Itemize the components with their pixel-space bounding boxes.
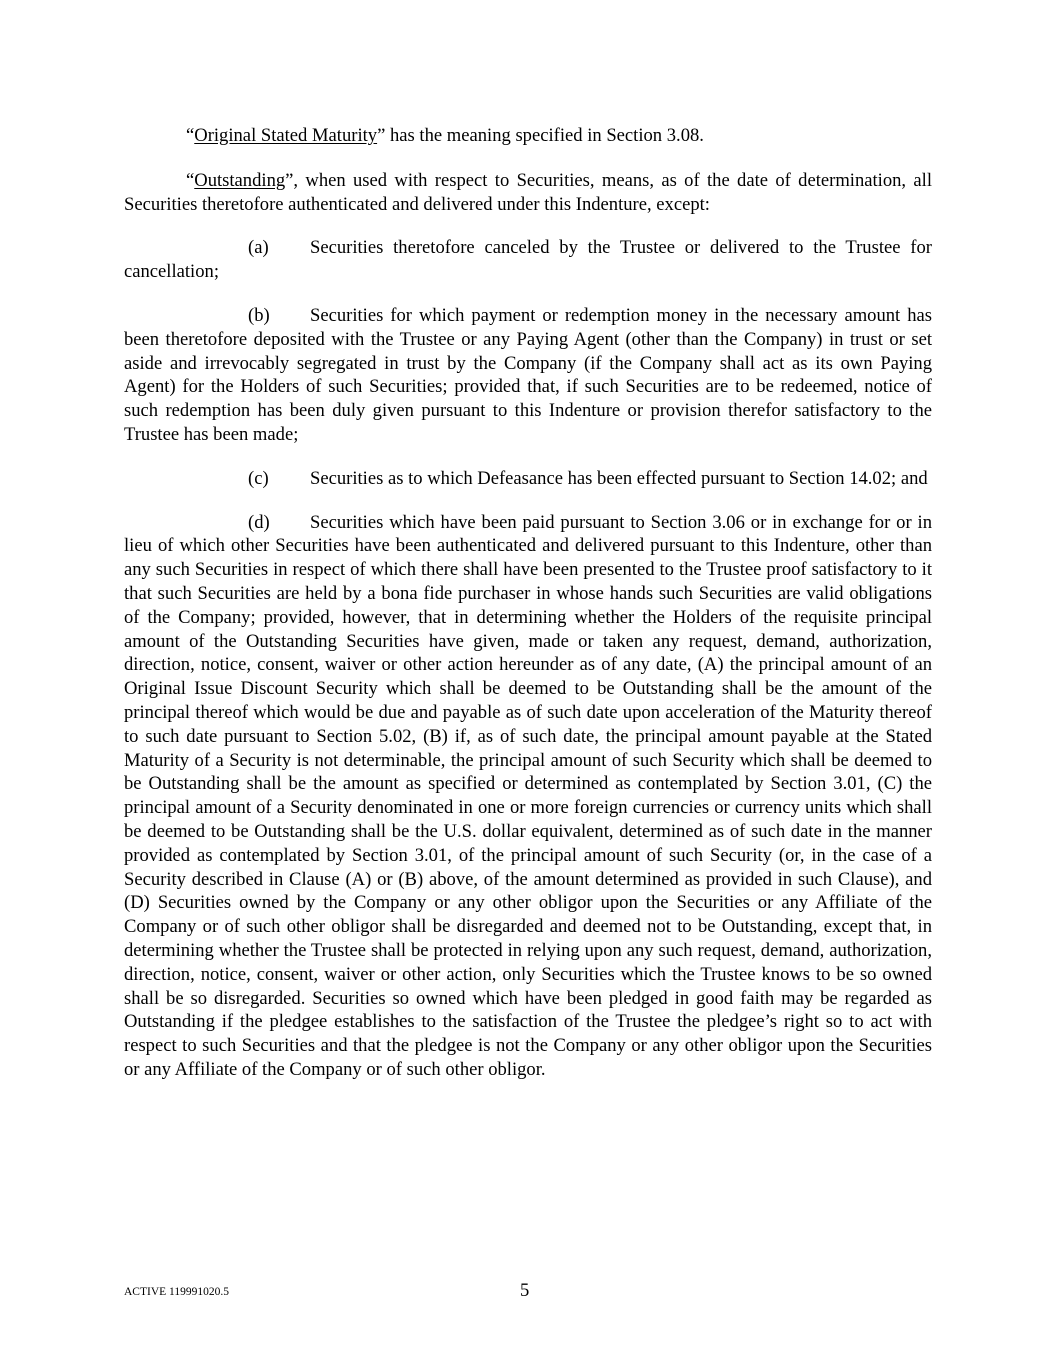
list-item [124, 304, 932, 447]
open-quote: “ [186, 125, 195, 146]
page-number: 5 [520, 1280, 530, 1301]
definition-text: ”, when used with respect to Securities, means, as of the date of determination, all Securities theretofore authenticated and delivered under this Indenture, except: [124, 169, 932, 215]
document-body [124, 124, 932, 1082]
item-label: (c) [248, 467, 269, 489]
open-quote: “ [186, 169, 195, 191]
item-text: Securities for which payment or redemption money in the necessary amount has been theretofore deposited with the Trustee or any Paying Agent (other than the Company) in trust or set aside and irrevocably segregated in trust by the Company (if the Company shall act as its own Paying Agent) for the Holders of such Securities; provided that, if such Securities are to be redeemed, notice of such redemption has been duly given pursuant to this Indenture or provision therefor satisfactory to the Trustee has been made; [124, 304, 932, 445]
item-text: Securities as to which Defeasance has been effected pursuant to Section 14.02; and [310, 467, 928, 489]
definition-original-stated-maturity [124, 124, 932, 148]
item-text: Securities theretofore canceled by the Trustee or delivered to the Trustee for cancellation; [124, 237, 932, 283]
document-id: ACTIVE 119991020.5 [124, 1286, 229, 1298]
list-item [124, 236, 932, 284]
definition-outstanding [124, 169, 932, 217]
defined-term: Original Stated Maturity [194, 125, 378, 146]
item-text: Securities which have been paid pursuant to Section 3.06 or in exchange for or in lieu of which other Securities have been authenticated and delivered pursuant to this Indenture, other than any such Securities in respect of which there shall have been presented to the Trustee proof satisfactory to it that such Securities are held by a bona fide purchaser in whose hands such Securities are valid obligations of the Company; provided, however, that in determining whether the Holders of the requisite principal amount of the Outstanding Securities have given, made or taken any request, demand, authorization, direction, notice, consent, waiver or other action hereunder as of any date, (A) the principal amount of an Original Issue Discount Security which shall be deemed to be Outstanding shall be the amount of the principal thereof which would be due and payable as of such date upon acceleration of the Maturity thereof to such date pursuant to Section 5.02, (B) if, as of such date, the principal amount payable at the Stated Maturity of a Security is not determinable, the principal amount of such Security which shall be deemed to be Outstanding shall be the amount as specified or determined as contemplated by Section 3.01, (C) the principal amount of a Security denominated in one or more foreign currencies or currency units which shall be deemed to be Outstanding shall be the U.S. dollar equivalent, determined as of such date in the manner provided as contemplated by Section 3.01, of the principal amount of such Security (or, in the case of a Security described in Clause (A) or (B) above, of the amount determined as provided in such Clause), and (D) Securities owned by the Company or any other obligor upon the Securities or any Affiliate of the Company or of such other obligor shall be disregarded and deemed not to be Outstanding, except that, in determining whether the Trustee shall be protected in relying upon any such request, demand, authorization, direction, notice, consent, waiver or other action, only Securities which the Trustee knows to be so owned shall be so disregarded. Securities so owned which have been pledged in good faith may be regarded as Outstanding if the pledgee establishes to the satisfaction of the Trustee the pledgee’s right so to act with respect to such Securities and that the pledgee is not the Company or any other obligor upon the Securities or any Affiliate of the Company or of such other obligor. [124, 511, 932, 1080]
item-label: (d) [248, 511, 270, 533]
item-label: (b) [248, 304, 270, 326]
item-label: (a) [248, 237, 269, 259]
list-item [124, 511, 932, 1082]
definition-text: ” has the meaning specified in Section 3.08. [377, 125, 704, 146]
defined-term: Outstanding [194, 169, 286, 191]
list-item [124, 467, 932, 491]
